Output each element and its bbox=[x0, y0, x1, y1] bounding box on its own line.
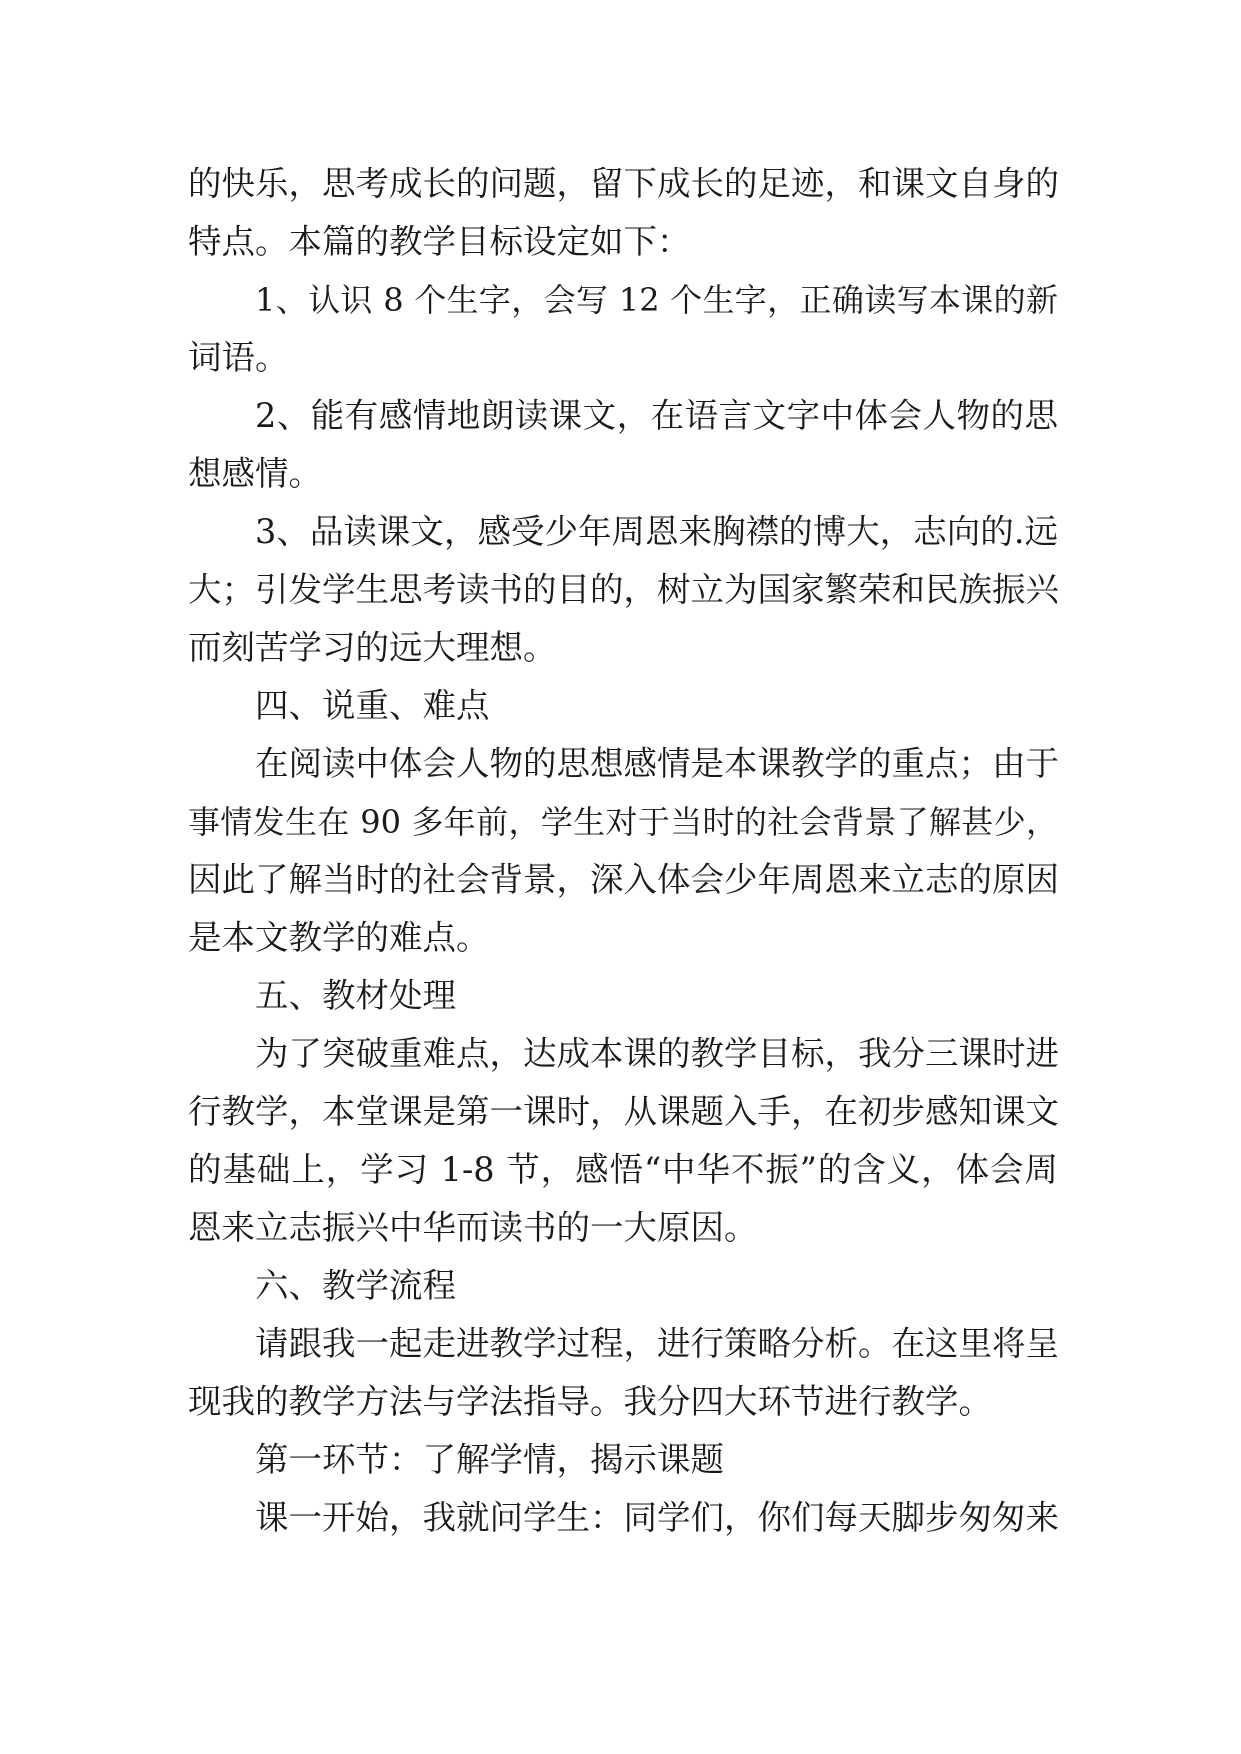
text-line: 第一环节：了解学情，揭示课题 bbox=[255, 1440, 724, 1479]
text-line: 想感情。 bbox=[188, 454, 322, 493]
text-line: 的快乐，思考成长的问题，留下成长的足迹，和课文自身的 bbox=[188, 164, 1059, 203]
document-body bbox=[188, 155, 1058, 1547]
text-line: 六、教学流程 bbox=[255, 1266, 456, 1305]
text-line: 事情发生在 90 多年前，学生对于当时的社会背景了解甚少， bbox=[188, 803, 1058, 841]
text-line: 课一开始，我就问学生：同学们，你们每天脚步匆匆来 bbox=[255, 1498, 1059, 1537]
text-line: 的基础上，学习 1-8 节，感悟“中华不振”的含义，体会周 bbox=[188, 1150, 1058, 1189]
text-line: 因此了解当时的社会背景，深入体会少年周恩来立志的原因 bbox=[188, 860, 1059, 899]
text-line: 现我的教学方法与学法指导。我分四大环节进行教学。 bbox=[188, 1382, 992, 1421]
text-line: 恩来立志振兴中华而读书的一大原因。 bbox=[188, 1208, 758, 1247]
text-line: 为了突破重难点，达成本课的教学目标，我分三课时进 bbox=[255, 1034, 1059, 1073]
text-line: 是本文教学的难点。 bbox=[188, 918, 490, 957]
text-line: 词语。 bbox=[188, 338, 289, 377]
text-line: 2、能有感情地朗读课文，在语言文字中体会人物的思 bbox=[255, 396, 1058, 435]
text-line: 五、教材处理 bbox=[255, 976, 456, 1015]
text-line: 特点。本篇的教学目标设定如下： bbox=[188, 222, 691, 261]
text-line: 行教学，本堂课是第一课时，从课题入手，在初步感知课文 bbox=[188, 1092, 1059, 1131]
text-line: 1、认识 8 个生字，会写 12 个生字，正确读写本课的新 bbox=[255, 281, 1058, 319]
text-line: 在阅读中体会人物的思想感情是本课教学的重点；由于 bbox=[255, 744, 1059, 783]
text-line: 3、品读课文，感受少年周恩来胸襟的博大，志向的.远 bbox=[255, 512, 1058, 551]
text-line: 大；引发学生思考读书的目的，树立为国家繁荣和民族振兴 bbox=[188, 570, 1059, 609]
text-line: 四、说重、难点 bbox=[255, 686, 490, 725]
text-line: 而刻苦学习的远大理想。 bbox=[188, 628, 557, 667]
text-line: 请跟我一起走进教学过程，进行策略分析。在这里将呈 bbox=[255, 1324, 1059, 1363]
